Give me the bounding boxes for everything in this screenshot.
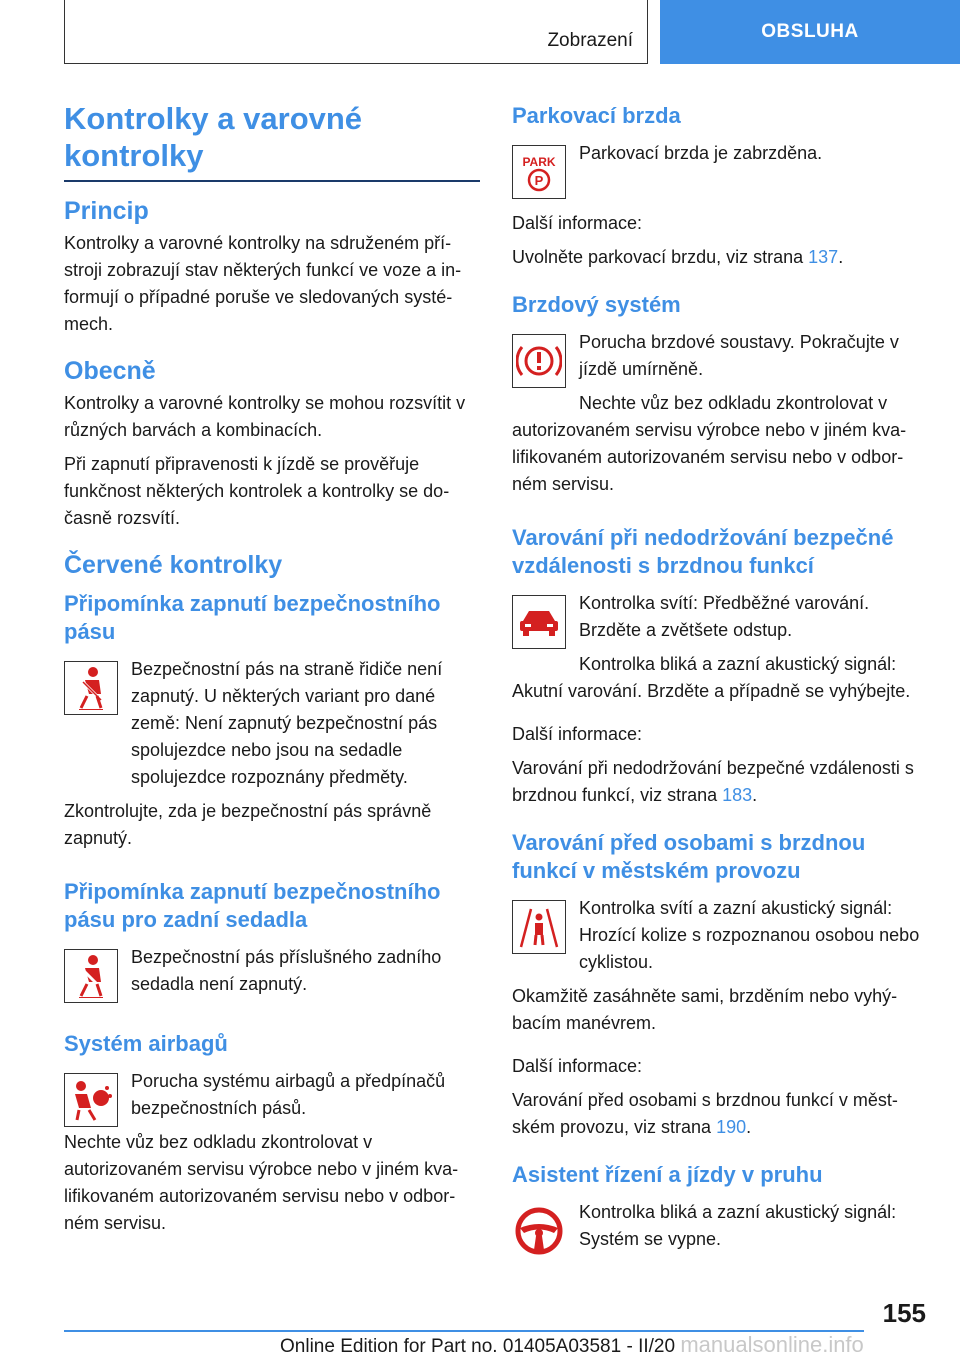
seatbelt-text: Bezpečnostní pás na straně řidiče není zapnutý. U některých variant pro dané země: Není zapnutý bezpečnostní pás spolujezdce nebo jsou na sedadle spolujezdce rozpoznány předměty. [131,658,443,787]
airbag-text: Porucha systému airbagů a předpínačů bezpečnostních pásů. [131,1070,446,1118]
right-column [512,100,928,1260]
distance-text: Kontrolka svítí: Předběžné varování. Brzděte a zvětšete odstup. [579,593,870,640]
page-number: 155 [882,1298,926,1328]
seatbelt-text-2: Zkontrolujte, zda je bezpečnostní pás správně zapnutý. [64,800,432,848]
distance-block [512,590,928,644]
airbag-block [64,1068,480,1122]
princip-heading: Princip [64,196,149,225]
footer-edition-text: Online Edition for Part no. 01405A03581 - II/20 [280,1336,676,1357]
page-title-line2: kontrolky [64,138,204,173]
persons-ref-text: Varování před osobami s brzdnou funkcí v měst-ském provozu, viz strana [512,1090,898,1137]
persons-heading: Varování před osobami s brzdnou funkcí v městském provozu [512,830,866,883]
obecne-text-2: Při zapnutí připravenosti k jízdě se prověřuje funkčnost některých kontrolek a kontrolky se do-časně rozsvítí. [64,453,450,528]
page-title [64,100,480,174]
princip-text: Kontrolky a varovné kontrolky na sdruženém pří-stroji zobrazují stav některých funkcí ve voze a in-formují o případné poruše ve sledovaných systé-mech. [64,232,462,334]
brake-text: Porucha brzdové soustavy. Pokračujte v jízdě umírněně. [579,332,899,379]
rear-seatbelt-icon [64,949,118,1003]
footer-edition [280,1332,864,1358]
persons-text: Kontrolka svítí a zazní akustický signál: Hrozící kolize s rozpoznanou osobou nebo cyklistou. [579,898,920,972]
persons-more: Další informace: [512,1056,643,1076]
svg-text:P: P [534,173,544,188]
page-title-line1: Kontrolky a varovné [64,101,363,136]
persons-ref: Varování před osobami s brzdnou funkcí v měst-ském provozu, viz strana 190. [512,1090,898,1137]
steering-text: Kontrolka bliká a zazní akustický signál: Systém se vypne. [579,1202,897,1249]
rear-seatbelt-heading: Připomínka zapnutí bezpečnostního pásu pro zadní sedadla [64,878,441,932]
breadcrumb: Zobrazení [547,30,633,51]
title-rule [64,180,480,182]
parking-text: Parkovací brzda je zabrzděna. [579,143,823,163]
header-box [64,0,648,64]
brake-warning-icon [512,334,566,388]
svg-text:PARK: PARK [522,155,556,169]
left-column [64,100,480,1244]
pedestrian-warning-icon [512,900,566,954]
obecne-text-1: Kontrolky a varovné kontrolky se mohou rozsvítit v různých barvách a kombinacích. [64,392,466,440]
airbag-heading: Systém airbagů [64,1030,228,1056]
distance-more: Další informace: [512,724,643,744]
persons-text-2: Okamžitě zasáhněte sami, brzděním nebo vyhý-bacím manévrem. [512,986,898,1033]
rear-seatbelt-block [64,944,480,1004]
section-tab[interactable]: OBSLUHA [660,0,960,64]
steering-block [512,1199,928,1253]
brake-heading: Brzdový systém [512,292,681,317]
obecne-heading: Obecně [64,356,156,385]
airbag-text-2: Nechte vůz bez odkladu zkontrolovat v autorizovaném servisu výrobce nebo v jiném kva-lifikovaném autorizovaném servisu nebo v odbor-ném servisu. [64,1131,459,1233]
park-brake-icon [512,145,566,199]
parking-block [512,140,928,204]
seatbelt-icon [64,661,118,715]
seatbelt-block [64,656,480,791]
car-distance-icon [512,595,566,649]
brake-block [512,329,928,383]
parking-ref: Uvolněte parkovací brzdu, viz strana 137. [512,247,844,267]
parking-ref-link[interactable]: 137 [808,247,839,267]
airbag-icon [64,1073,118,1127]
parking-heading: Parkovací brzda [512,103,681,128]
parking-more: Další informace: [512,213,643,233]
persons-ref-link[interactable]: 190 [716,1117,747,1137]
distance-heading: Varování při nedodržování bezpečné vzdálenosti s brzdnou funkcí [512,525,894,578]
distance-ref-text: Varování při nedodržování bezpečné vzdálenosti s brzdnou funkcí, viz strana [512,758,914,805]
brake-text-2: Nechte vůz bez odkladu zkontrolovat v autorizovaném servisu výrobce nebo v jiném kva-lifikovaném autorizovaném servisu nebo v odbor-ném servisu. [512,393,907,494]
distance-text-2: Kontrolka bliká a zazní akustický signál: Akutní varování. Brzděte a případně se vyhýbejte. [512,654,911,701]
footer-watermark: manualsonline.info [680,1332,864,1357]
rear-seatbelt-text: Bezpečnostní pás příslušného zadního sedadla není zapnutý. [131,946,442,994]
steering-wheel-icon [512,1204,566,1258]
persons-block [512,895,928,976]
seatbelt-heading: Připomínka zapnutí bezpečnostního pásu [64,590,441,644]
steering-heading: Asistent řízení a jízdy v pruhu [512,1162,823,1187]
parking-ref-text: Uvolněte parkovací brzdu, viz strana [512,247,809,267]
cervene-heading: Červené kontrolky [64,550,283,579]
distance-ref: Varování při nedodržování bezpečné vzdálenosti s brzdnou funkcí, viz strana 183. [512,758,914,805]
distance-ref-link[interactable]: 183 [722,785,753,805]
